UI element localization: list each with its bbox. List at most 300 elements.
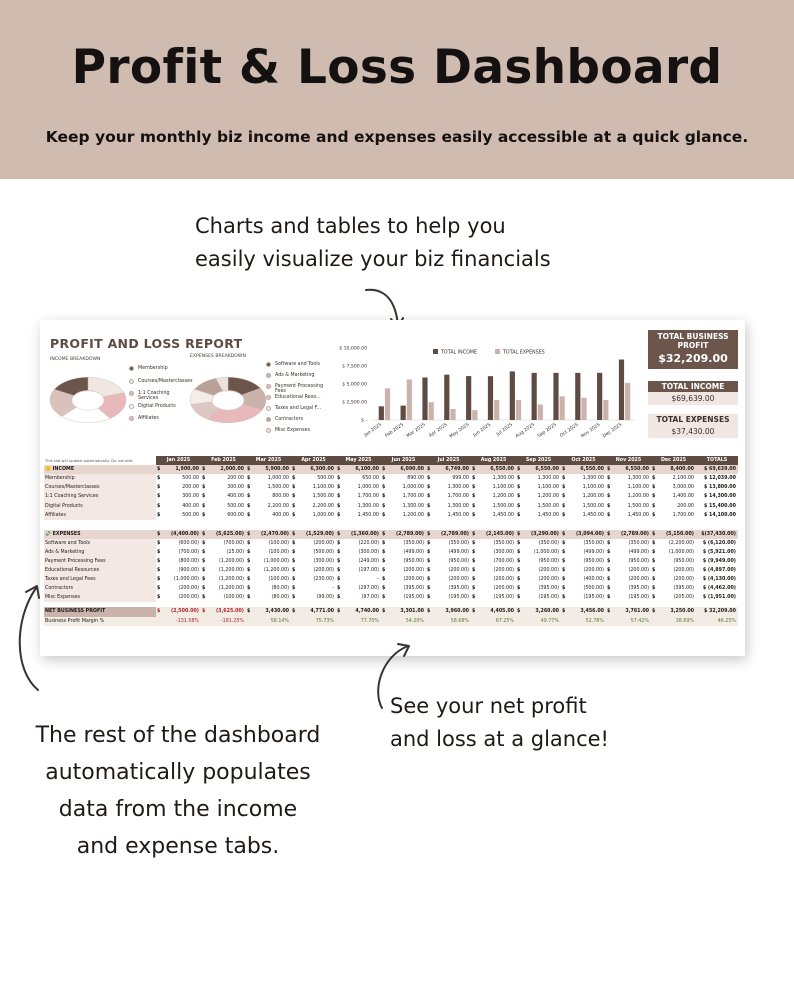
expenses-section-row bbox=[44, 530, 738, 539]
bar-expenses bbox=[472, 410, 477, 420]
cell-value: 600.00 bbox=[227, 512, 244, 518]
currency-symbol: $ bbox=[382, 568, 386, 574]
table-cell bbox=[516, 557, 561, 566]
currency-symbol: $ bbox=[427, 549, 431, 555]
currency-symbol: $ bbox=[247, 586, 251, 592]
table-cell bbox=[651, 530, 696, 539]
table-cell bbox=[336, 575, 381, 584]
table-cell bbox=[291, 593, 336, 602]
currency-symbol: $ bbox=[652, 609, 656, 615]
table-cell: 58.68% bbox=[426, 617, 471, 626]
table-cell bbox=[156, 492, 201, 501]
cell-value: 2,200.00 bbox=[267, 503, 289, 509]
profit-margin-row bbox=[44, 617, 738, 626]
currency-symbol: $ bbox=[607, 476, 611, 482]
currency-symbol: $ bbox=[202, 558, 206, 564]
table-cell bbox=[651, 607, 696, 616]
cell-value: 1,000.00 bbox=[267, 476, 289, 482]
table-cell bbox=[156, 483, 201, 492]
cell-value: (200.00) bbox=[673, 568, 694, 574]
cell-value: 999.00 bbox=[452, 476, 469, 482]
row-label: Ads & Marketing bbox=[44, 548, 156, 557]
cell-value: 2,000.00 bbox=[220, 467, 244, 473]
cell-value: (195.00) bbox=[403, 595, 424, 601]
table-cell bbox=[471, 530, 516, 539]
table-cell bbox=[246, 492, 291, 501]
cell-value: (2,500.00) bbox=[170, 609, 199, 615]
cell-value: 800.00 bbox=[272, 494, 289, 500]
cell-value: (195.00) bbox=[628, 595, 649, 601]
table-cell bbox=[516, 511, 561, 520]
table-row bbox=[44, 539, 738, 548]
table-cell bbox=[471, 474, 516, 483]
table-cell bbox=[381, 566, 426, 575]
table-cell bbox=[561, 483, 606, 492]
currency-symbol: $ bbox=[202, 586, 206, 592]
cell-value: 1,450.00 bbox=[537, 512, 559, 518]
bar-income bbox=[532, 373, 537, 420]
currency-symbol: $ bbox=[472, 549, 476, 555]
cell-value: 400.00 bbox=[182, 503, 199, 509]
table-cell bbox=[336, 593, 381, 602]
legend-dot-icon bbox=[129, 379, 134, 384]
cell-value: 6,090.00 bbox=[400, 467, 424, 473]
table-cell bbox=[201, 511, 246, 520]
cell-value: (350.00) bbox=[493, 540, 514, 546]
table-cell bbox=[606, 566, 651, 575]
cell-value: 1,450.00 bbox=[357, 512, 379, 518]
cell-value: 4,771.00 bbox=[310, 609, 334, 615]
currency-symbol: $ bbox=[202, 494, 206, 500]
currency-symbol: $ bbox=[652, 577, 656, 583]
cell-value: 3,260.00 bbox=[535, 609, 559, 615]
currency-symbol: $ bbox=[202, 595, 206, 601]
bar-expenses bbox=[494, 400, 499, 420]
currency-symbol: $ bbox=[382, 577, 386, 583]
cell-value: (1,200.00) bbox=[218, 577, 244, 583]
cell-value: (200.00) bbox=[493, 568, 514, 574]
table-cell bbox=[246, 557, 291, 566]
currency-symbol: $ bbox=[382, 586, 386, 592]
legend-dot-icon bbox=[129, 404, 134, 409]
currency-symbol: $ bbox=[292, 467, 296, 473]
currency-symbol: $ bbox=[382, 467, 386, 473]
table-cell bbox=[291, 607, 336, 616]
table-cell bbox=[471, 593, 516, 602]
legend-label: Educational Reso... bbox=[275, 395, 321, 400]
table-cell bbox=[246, 511, 291, 520]
currency-symbol: $ bbox=[517, 494, 521, 500]
currency-symbol: $ bbox=[607, 494, 611, 500]
currency-symbol: $ bbox=[607, 512, 611, 518]
table-cell bbox=[606, 539, 651, 548]
legend-dot-icon bbox=[266, 406, 271, 411]
bar-expenses bbox=[603, 400, 608, 420]
currency-symbol: $ bbox=[382, 503, 386, 509]
callout-line: and loss at a glance! bbox=[390, 727, 609, 751]
table-cell bbox=[471, 539, 516, 548]
cell-value: 500.00 bbox=[227, 503, 244, 509]
currency-symbol: $ bbox=[247, 476, 251, 482]
table-cell bbox=[651, 575, 696, 584]
currency-symbol: $ bbox=[472, 467, 476, 473]
bar-income bbox=[466, 376, 471, 420]
cell-value: (395.00) bbox=[448, 586, 469, 592]
currency-symbol: $ bbox=[517, 540, 521, 546]
row-label: Digital Products bbox=[44, 501, 156, 510]
currency-symbol: $ bbox=[562, 577, 566, 583]
bar-expenses bbox=[385, 388, 390, 420]
table-cell bbox=[381, 511, 426, 520]
cell-value: (200.00) bbox=[673, 577, 694, 583]
currency-symbol: $ bbox=[292, 586, 296, 592]
currency-symbol: $ bbox=[517, 549, 521, 555]
cell-value: (1,200.00) bbox=[218, 558, 244, 564]
table-cell bbox=[201, 501, 246, 510]
callout-line: and expense tabs. bbox=[76, 834, 280, 859]
y-tick-label: $ 5,000.00 bbox=[342, 382, 367, 388]
currency-symbol: $ bbox=[247, 540, 251, 546]
cell-value: 1,300.00 bbox=[582, 476, 604, 482]
cell-value: 200.00 bbox=[182, 485, 199, 491]
cell-value: (900.00) bbox=[178, 568, 199, 574]
table-cell bbox=[381, 607, 426, 616]
currency-symbol: $ bbox=[157, 476, 161, 482]
currency-symbol: $ bbox=[157, 558, 161, 564]
legend-label: TOTAL EXPENSES bbox=[503, 350, 545, 356]
table-cell bbox=[426, 530, 471, 539]
row-label: Educational Resources bbox=[44, 566, 156, 575]
cell-value: 1,450.00 bbox=[627, 512, 649, 518]
table-cell bbox=[426, 557, 471, 566]
currency-symbol: $ bbox=[427, 531, 431, 537]
expenses-breakdown-label: EXPENSES BREAKDOWN bbox=[190, 354, 246, 359]
y-tick-label: $ 2,500.00 bbox=[342, 400, 367, 406]
table-cell bbox=[381, 465, 426, 474]
table-cell bbox=[426, 575, 471, 584]
currency-symbol: $ bbox=[427, 476, 431, 482]
currency-symbol: $ bbox=[652, 531, 656, 537]
cell-value: 1,000.00 bbox=[312, 512, 334, 518]
cell-value: (197.00) bbox=[358, 568, 379, 574]
table-cell bbox=[471, 465, 516, 474]
table-cell bbox=[426, 593, 471, 602]
table-row bbox=[44, 511, 738, 520]
currency-symbol: $ bbox=[472, 577, 476, 583]
kpi-label: TOTAL BUSINESS PROFIT bbox=[648, 330, 738, 350]
legend-item bbox=[129, 366, 187, 371]
callout-line: The rest of the dashboard bbox=[35, 723, 321, 748]
cell-value: 1,500.00 bbox=[492, 503, 514, 509]
currency-symbol: $ bbox=[517, 558, 521, 564]
cell-value: (200.00) bbox=[178, 586, 199, 592]
section-total: $ 69,639.00 bbox=[696, 465, 738, 474]
currency-symbol: $ bbox=[337, 609, 341, 615]
cell-value: 1,300.00 bbox=[537, 476, 559, 482]
table-cell bbox=[246, 548, 291, 557]
table-cell bbox=[246, 575, 291, 584]
table-cell: 38.69% bbox=[651, 617, 696, 626]
x-tick-label: Mar 2025 bbox=[405, 422, 427, 440]
table-cell bbox=[426, 539, 471, 548]
cell-value: (1,000.00) bbox=[263, 558, 289, 564]
currency-symbol: $ bbox=[202, 467, 206, 473]
cell-value: (395.00) bbox=[628, 586, 649, 592]
table-cell: 49.77% bbox=[516, 617, 561, 626]
currency-symbol: $ bbox=[472, 595, 476, 601]
row-total: $ (9,949.00) bbox=[702, 558, 736, 564]
currency-symbol: $ bbox=[247, 531, 251, 537]
table-cell bbox=[291, 530, 336, 539]
currency-symbol: $ bbox=[427, 467, 431, 473]
row-total: $ 12,039.00 bbox=[703, 476, 736, 482]
currency-symbol: $ bbox=[337, 467, 341, 473]
bar-income bbox=[379, 406, 384, 420]
legend-item bbox=[266, 428, 324, 433]
currency-symbol: $ bbox=[292, 549, 296, 555]
cell-value: 1,450.00 bbox=[492, 512, 514, 518]
currency-symbol: $ bbox=[382, 485, 386, 491]
cell-value: 8,400.00 bbox=[670, 467, 694, 473]
cell-value: (5,625.00) bbox=[215, 531, 244, 537]
table-cell bbox=[606, 483, 651, 492]
currency-symbol: $ bbox=[652, 467, 656, 473]
cell-value: (3,094.00) bbox=[575, 531, 604, 537]
cell-value: (950.00) bbox=[448, 558, 469, 564]
bar-expenses bbox=[450, 409, 455, 420]
legend-label: Ads & Marketing bbox=[275, 373, 315, 378]
row-total: $ 13,800.00 bbox=[703, 485, 736, 491]
currency-symbol: $ bbox=[247, 577, 251, 583]
currency-symbol: $ bbox=[517, 568, 521, 574]
table-cell bbox=[246, 593, 291, 602]
table-cell bbox=[201, 465, 246, 474]
legend-label: Misc Expenses bbox=[275, 428, 310, 433]
table-cell bbox=[561, 557, 606, 566]
cell-value: 6,550.00 bbox=[535, 467, 559, 473]
currency-symbol: $ bbox=[607, 485, 611, 491]
currency-symbol: $ bbox=[292, 577, 296, 583]
currency-symbol: $ bbox=[247, 558, 251, 564]
charts-area bbox=[40, 320, 745, 460]
table-row bbox=[44, 557, 738, 566]
cell-value: (200.00) bbox=[493, 577, 514, 583]
callout-charts bbox=[195, 210, 615, 276]
table-cell bbox=[291, 501, 336, 510]
currency-symbol: $ bbox=[652, 512, 656, 518]
currency-symbol: $ bbox=[562, 531, 566, 537]
table-cell bbox=[651, 584, 696, 593]
currency-symbol: $ bbox=[652, 476, 656, 482]
table-cell bbox=[561, 607, 606, 616]
table-cell bbox=[156, 474, 201, 483]
cell-value: (499.00) bbox=[583, 549, 604, 555]
kpi-value: $69,639.00 bbox=[648, 392, 738, 405]
cell-value: (395.00) bbox=[403, 586, 424, 592]
table-cell bbox=[156, 511, 201, 520]
month-header: Dec 2025 bbox=[651, 456, 696, 465]
table-cell bbox=[471, 511, 516, 520]
cell-value: (100.00) bbox=[223, 595, 244, 601]
cell-value: 3,000.00 bbox=[672, 485, 694, 491]
table-cell bbox=[336, 548, 381, 557]
cell-value: (4,400.00) bbox=[170, 531, 199, 537]
table-cell bbox=[426, 566, 471, 575]
table-cell bbox=[561, 539, 606, 548]
report-title: PROFIT AND LOSS REPORT bbox=[50, 336, 243, 351]
currency-symbol: $ bbox=[292, 531, 296, 537]
table-cell bbox=[291, 566, 336, 575]
row-total: $ 32,209.00 bbox=[696, 607, 738, 616]
currency-symbol: $ bbox=[607, 595, 611, 601]
cell-value: (2,470.00) bbox=[260, 531, 289, 537]
table-cell bbox=[606, 593, 651, 602]
kpi-total-income bbox=[648, 381, 738, 405]
totals-header: TOTALS bbox=[696, 456, 738, 465]
table-cell bbox=[426, 607, 471, 616]
currency-symbol: $ bbox=[337, 577, 341, 583]
bar-income bbox=[444, 375, 449, 420]
table-cell bbox=[561, 548, 606, 557]
cell-value: (2,789.00) bbox=[620, 531, 649, 537]
cell-value: (195.00) bbox=[538, 595, 559, 601]
currency-symbol: $ bbox=[247, 485, 251, 491]
currency-symbol: $ bbox=[157, 595, 161, 601]
bar-expenses bbox=[407, 380, 412, 421]
cell-value: (3,625.00) bbox=[215, 609, 244, 615]
cell-value: 6,749.00 bbox=[445, 467, 469, 473]
table-cell bbox=[426, 511, 471, 520]
cell-value: 5,900.00 bbox=[265, 467, 289, 473]
cell-value: (99.00) bbox=[316, 595, 334, 601]
table-cell bbox=[201, 566, 246, 575]
cell-value: 2,100.00 bbox=[672, 476, 694, 482]
table-cell bbox=[201, 607, 246, 616]
currency-symbol: $ bbox=[247, 568, 251, 574]
cell-value: (200.00) bbox=[538, 568, 559, 574]
currency-symbol: $ bbox=[427, 586, 431, 592]
table-cell bbox=[561, 465, 606, 474]
cell-value: 1,500.00 bbox=[267, 485, 289, 491]
currency-symbol: $ bbox=[607, 577, 611, 583]
legend-swatch bbox=[433, 349, 438, 354]
currency-symbol: $ bbox=[337, 586, 341, 592]
callout-line: data from the income bbox=[58, 797, 298, 822]
cell-value: (97.00) bbox=[361, 595, 379, 601]
table-cell bbox=[561, 530, 606, 539]
cell-value: 300.00 bbox=[227, 485, 244, 491]
currency-symbol: $ bbox=[292, 568, 296, 574]
cell-value: (200.00) bbox=[178, 595, 199, 601]
cell-value: 2,200.00 bbox=[312, 503, 334, 509]
cell-value: (350.00) bbox=[538, 540, 559, 546]
cell-value: (350.00) bbox=[403, 540, 424, 546]
table-cell bbox=[336, 607, 381, 616]
currency-symbol: $ bbox=[292, 476, 296, 482]
table-cell bbox=[246, 566, 291, 575]
currency-symbol: $ bbox=[607, 558, 611, 564]
currency-symbol: $ bbox=[607, 531, 611, 537]
table-cell bbox=[381, 575, 426, 584]
page-subtitle: Keep your monthly biz income and expenses easily accessible at a quick glance. bbox=[45, 128, 749, 146]
currency-symbol: $ bbox=[472, 476, 476, 482]
callout-line: easily visualize your biz financials bbox=[195, 247, 551, 271]
dashboard-sheet bbox=[40, 320, 745, 656]
cell-value: (1,529.00) bbox=[305, 531, 334, 537]
income-donut-hole bbox=[72, 391, 104, 410]
legend-item bbox=[266, 362, 324, 367]
cell-value: 3,430.00 bbox=[265, 609, 289, 615]
cell-value: (205.00) bbox=[673, 595, 694, 601]
table-cell: 58.14% bbox=[246, 617, 291, 626]
row-label: Payment Processing Fees bbox=[44, 557, 156, 566]
legend-dot-icon bbox=[266, 384, 271, 389]
table-cell bbox=[651, 593, 696, 602]
currency-symbol: $ bbox=[427, 540, 431, 546]
currency-symbol: $ bbox=[472, 494, 476, 500]
currency-symbol: $ bbox=[247, 494, 251, 500]
table-cell bbox=[156, 530, 201, 539]
x-tick-label: Jul 2025 bbox=[495, 422, 515, 438]
kpi-total-profit bbox=[648, 330, 738, 369]
table-cell bbox=[651, 474, 696, 483]
cell-value: 400.00 bbox=[272, 512, 289, 518]
cell-value: 1,450.00 bbox=[582, 512, 604, 518]
table-cell bbox=[381, 492, 426, 501]
cell-value: 4,405.00 bbox=[490, 609, 514, 615]
legend-item bbox=[129, 404, 187, 409]
currency-symbol: $ bbox=[382, 549, 386, 555]
legend-dot-icon bbox=[129, 366, 134, 371]
cell-value: 6,550.00 bbox=[490, 467, 514, 473]
cell-value: (200.00) bbox=[493, 586, 514, 592]
cell-value: 1,500.00 bbox=[582, 503, 604, 509]
bar-income bbox=[619, 360, 624, 420]
cell-value: (700.00) bbox=[223, 540, 244, 546]
cell-value: (499.00) bbox=[403, 549, 424, 555]
currency-symbol: $ bbox=[517, 586, 521, 592]
table-cell bbox=[426, 492, 471, 501]
table-cell: 54.20% bbox=[381, 617, 426, 626]
table-cell bbox=[291, 584, 336, 593]
table-cell bbox=[246, 474, 291, 483]
currency-symbol: $ bbox=[157, 549, 161, 555]
currency-symbol: $ bbox=[517, 467, 521, 473]
table-cell bbox=[561, 474, 606, 483]
currency-symbol: $ bbox=[337, 512, 341, 518]
currency-symbol: $ bbox=[202, 503, 206, 509]
cell-value: 1,300.00 bbox=[402, 503, 424, 509]
currency-symbol: $ bbox=[472, 512, 476, 518]
cell-value: (500.00) bbox=[313, 549, 334, 555]
currency-symbol: $ bbox=[247, 503, 251, 509]
cell-value: (5,150.00) bbox=[665, 531, 694, 537]
cell-value: (1,200.00) bbox=[218, 586, 244, 592]
cell-value: (950.00) bbox=[403, 558, 424, 564]
cell-value: (2,789.00) bbox=[440, 531, 469, 537]
cell-value: (200.00) bbox=[538, 577, 559, 583]
cell-value: (1,200.00) bbox=[218, 568, 244, 574]
pl-table bbox=[44, 456, 738, 626]
legend-label: Membership bbox=[138, 366, 168, 371]
cell-value: 1,300.00 bbox=[447, 503, 469, 509]
currency-symbol: $ bbox=[202, 549, 206, 555]
x-tick-label: Aug 2025 bbox=[514, 422, 536, 440]
table-cell bbox=[471, 584, 516, 593]
expenses-donut-hole bbox=[212, 391, 244, 410]
currency-symbol: $ bbox=[157, 577, 161, 583]
currency-symbol: $ bbox=[472, 503, 476, 509]
